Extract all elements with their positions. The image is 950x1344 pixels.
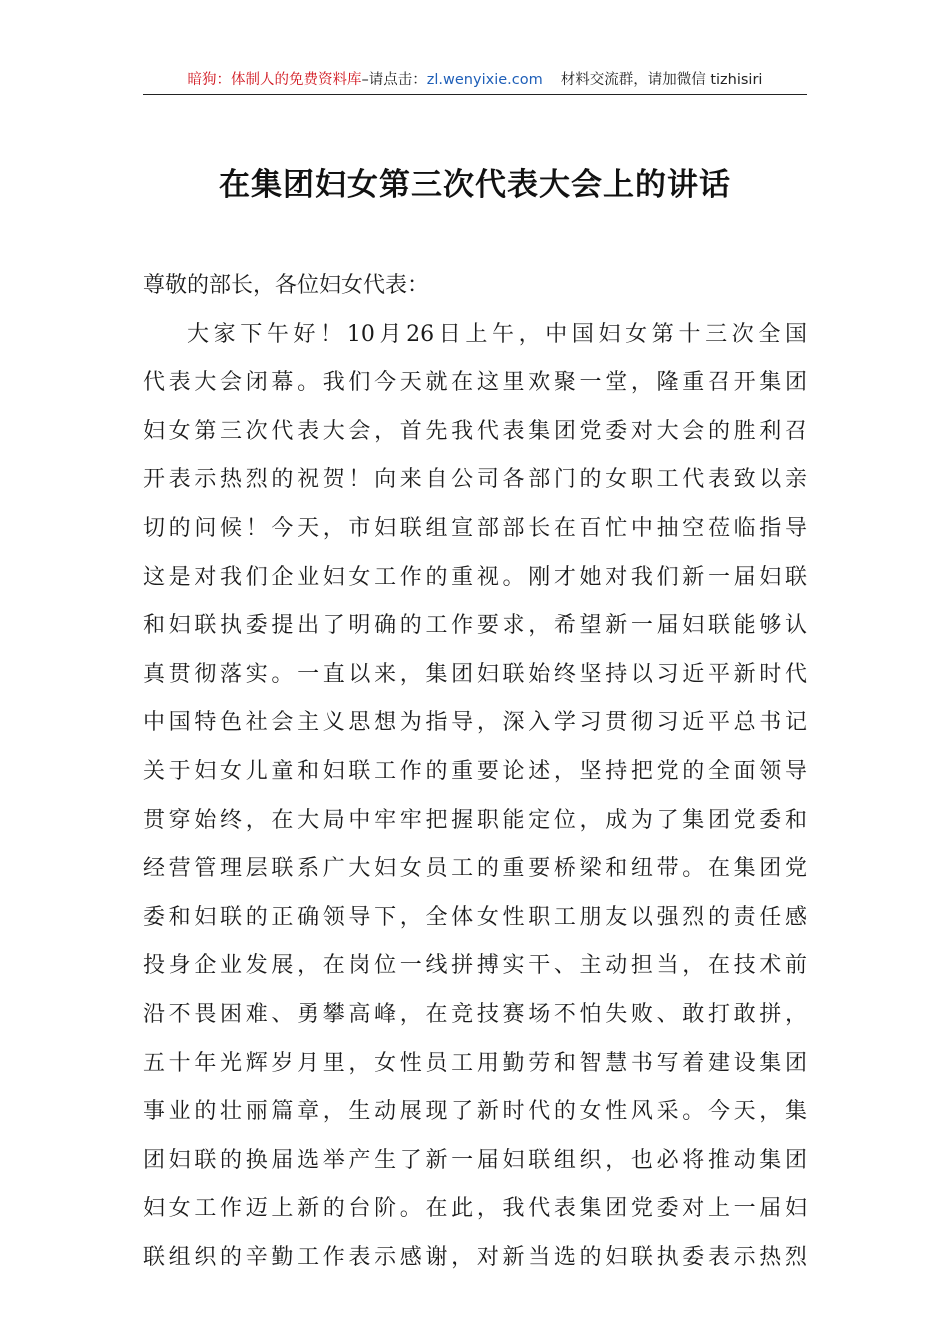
page-header-banner (143, 66, 807, 95)
body-line: 大家下午好！10月26日上午，中国妇女第十三次全国 (187, 321, 807, 347)
body-line: 中国特色社会主义思想为指导，深入学习贯彻习近平总书记 (143, 710, 807, 736)
body-line: 团妇联的换届选举产生了新一届妇联组织，也必将推动集团 (143, 1147, 807, 1173)
salutation: 尊敬的部长，各位妇女代表： (143, 273, 430, 298)
click-prompt: –请点击： (361, 72, 427, 88)
group-note: 材料交流群，请加微信 tizhisiri (560, 72, 763, 88)
body-line: 委和妇联的正确领导下，全体女性职工朋友以强烈的责任感 (143, 904, 807, 930)
body-line: 贯穿始终，在大局中牢牢把握职能定位，成为了集团党委和 (143, 807, 807, 833)
body-line: 事业的壮丽篇章，生动展现了新时代的女性风采。今天，集 (143, 1099, 807, 1125)
site-url-link[interactable]: zl.wenyixie.com (426, 72, 543, 88)
body-line: 妇女工作迈上新的台阶。在此，我代表集团党委对上一届妇 (143, 1196, 807, 1222)
body-line: 联组织的辛勤工作表示感谢，对新当选的妇联执委表示热烈 (143, 1244, 807, 1270)
body-line: 妇女第三次代表大会，首先我代表集团党委对大会的胜利召 (143, 418, 807, 444)
body-line: 五十年光辉岁月里，女性员工用勤劳和智慧书写着建设集团 (143, 1050, 807, 1076)
body-line: 切的问候！今天，市妇联组宣部部长在百忙中抽空莅临指导 (143, 515, 807, 541)
body-line: 关于妇女儿童和妇联工作的重要论述，坚持把党的全面领导 (143, 758, 807, 784)
body-line: 投身企业发展，在岗位一线拼搏实干、主动担当，在技术前 (143, 953, 807, 979)
document-body (143, 262, 807, 1282)
document-title: 在集团妇女第三次代表大会上的讲话 (219, 167, 731, 203)
body-line: 这是对我们企业妇女工作的重视。刚才她对我们新一届妇联 (143, 564, 807, 590)
body-line: 沿不畏困难、勇攀高峰，在竞技赛场不怕失败、敢打敢拼， (143, 1001, 807, 1027)
body-line: 开表示热烈的祝贺！向来自公司各部门的女职工代表致以亲 (143, 467, 807, 493)
body-line: 真贯彻落实。一直以来，集团妇联始终坚持以习近平新时代 (143, 661, 807, 687)
site-name: 暗狗：体制人的免费资料库 (187, 72, 362, 88)
body-line: 和妇联执委提出了明确的工作要求，希望新一届妇联能够认 (143, 613, 807, 639)
body-line: 代表大会闭幕。我们今天就在这里欢聚一堂，隆重召开集团 (143, 370, 807, 396)
body-line: 经营管理层联系广大妇女员工的重要桥梁和纽带。在集团党 (143, 856, 807, 882)
